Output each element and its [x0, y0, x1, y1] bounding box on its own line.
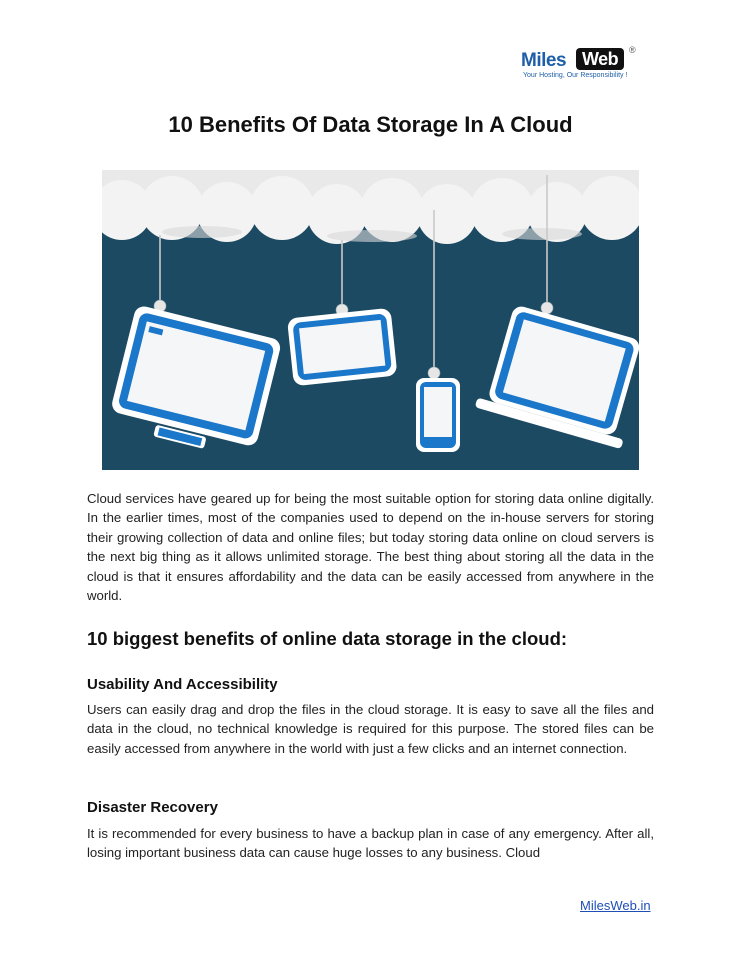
logo-tagline: Your Hosting, Our Responsibility ! [523, 72, 628, 79]
page-title: 10 Benefits Of Data Storage In A Cloud [168, 112, 573, 137]
milesweb-logo[interactable] [521, 47, 641, 83]
section-title-usability: Usability And Accessibility [87, 676, 278, 693]
logo-text-miles: Miles [521, 50, 567, 71]
section-body-usability: Users can easily drag and drop the files in the cloud storage. It is easy to save all the files and data in the cloud, no technical knowledge is required for this purpose. The stored files can be easily accessed from anywhere in the world with just a few clicks and an internet connection. [87, 702, 654, 756]
benefits-heading: 10 biggest benefits of online data storage in the cloud: [87, 628, 568, 649]
registered-mark: ® [629, 45, 636, 55]
intro-paragraph: Cloud services have geared up for being the most suitable option for storing data online digitally. In the earlier times, most of the companies used to depend on the in-house servers for storing their growing collection of data and online files; but today storing data online on cloud servers is the next big thing as it allows unlimited storage. The best thing about storing all the data in the cloud is that it ensures affordability and the data can be easily accessed from anywhere in the world. [87, 491, 654, 604]
hero-cloud-devices-image [102, 170, 639, 470]
footer-milesweb-link[interactable]: MilesWeb.in [580, 898, 651, 913]
logo-text-web: Web [576, 48, 624, 70]
section-body-disaster-recovery: It is recommended for every business to have a backup plan in case of any emergency. After all, losing important business data can cause huge losses to any business. Cloud [87, 826, 654, 861]
section-title-disaster-recovery: Disaster Recovery [87, 799, 218, 816]
